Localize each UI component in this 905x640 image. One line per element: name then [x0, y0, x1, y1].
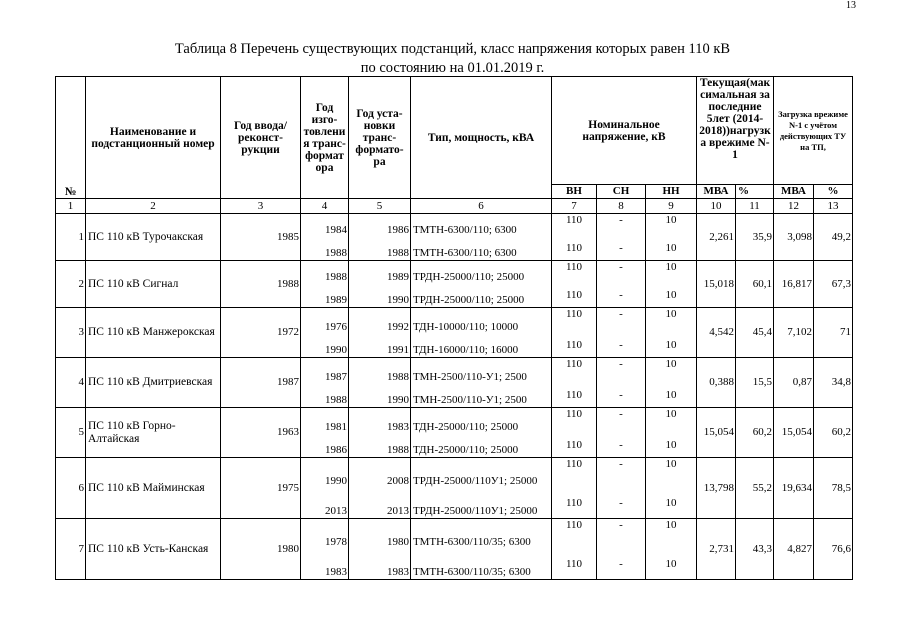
current-load-percent: 60,2	[736, 408, 774, 458]
voltage-nn: 10	[646, 458, 697, 489]
load-n1-percent: 60,2	[814, 408, 853, 458]
year-manufacture: 2013	[301, 488, 349, 519]
voltage-sn: -	[597, 434, 646, 458]
transformer-type: ТДН-25000/110; 25000	[411, 434, 552, 458]
voltage-vn: 110	[552, 214, 597, 238]
year-manufacture: 1987	[301, 358, 349, 385]
transformer-type: ТМТН-6300/110/35; 6300	[411, 549, 552, 580]
voltage-vn: 110	[552, 358, 597, 385]
transformer-type: ТМТН-6300/110; 6300	[411, 214, 552, 238]
year-install: 1988	[349, 237, 411, 261]
voltage-sn: -	[597, 384, 646, 408]
substations-table	[55, 76, 853, 580]
column-number: 2	[86, 199, 221, 214]
header-percent-n1: %	[814, 185, 853, 199]
voltage-sn: -	[597, 261, 646, 285]
column-number: 1	[56, 199, 86, 214]
year-commission: 1963	[221, 408, 301, 458]
table-row	[56, 214, 853, 238]
load-n1-percent: 49,2	[814, 214, 853, 261]
table-row	[56, 519, 853, 550]
voltage-vn: 110	[552, 237, 597, 261]
load-n1-mva: 3,098	[774, 214, 814, 261]
current-load-percent: 45,4	[736, 308, 774, 358]
column-number: 4	[301, 199, 349, 214]
year-manufacture: 1988	[301, 384, 349, 408]
year-manufacture: 1981	[301, 408, 349, 435]
year-manufacture: 1976	[301, 308, 349, 335]
load-n1-percent: 71	[814, 308, 853, 358]
voltage-sn: -	[597, 334, 646, 358]
row-number: 7	[56, 519, 86, 580]
load-n1-mva: 0,87	[774, 358, 814, 408]
substation-name: ПС 110 кВ Манжерокская	[86, 308, 221, 358]
voltage-vn: 110	[552, 408, 597, 435]
header-current-load: Текущая(мак симальная за последние 5лет (2014-2018))нагрузк а врежиме N-1	[697, 77, 774, 185]
year-manufacture: 1988	[301, 261, 349, 285]
transformer-type: ТРДН-25000/110; 25000	[411, 284, 552, 308]
year-manufacture: 1986	[301, 434, 349, 458]
year-install: 1990	[349, 384, 411, 408]
transformer-type: ТМТН-6300/110/35; 6300	[411, 519, 552, 550]
current-load-mva: 4,542	[697, 308, 736, 358]
voltage-vn: 110	[552, 261, 597, 285]
voltage-sn: -	[597, 549, 646, 580]
transformer-type: ТДН-16000/110; 16000	[411, 334, 552, 358]
row-number: 5	[56, 408, 86, 458]
column-number: 6	[411, 199, 552, 214]
transformer-type: ТРДН-25000/110; 25000	[411, 261, 552, 285]
year-install: 1990	[349, 284, 411, 308]
table-row	[56, 358, 853, 385]
header-mva-n1: МВА	[774, 185, 814, 199]
year-install: 1988	[349, 434, 411, 458]
row-number: 2	[56, 261, 86, 308]
voltage-nn: 10	[646, 519, 697, 550]
row-number: 3	[56, 308, 86, 358]
current-load-mva: 15,018	[697, 261, 736, 308]
load-n1-mva: 7,102	[774, 308, 814, 358]
substation-name: ПС 110 кВ Дмитриевская	[86, 358, 221, 408]
column-number: 9	[646, 199, 697, 214]
year-commission: 1987	[221, 358, 301, 408]
column-number: 11	[736, 199, 774, 214]
header-mva: МВА	[697, 185, 736, 199]
voltage-vn: 110	[552, 308, 597, 335]
voltage-nn: 10	[646, 214, 697, 238]
column-number: 7	[552, 199, 597, 214]
load-n1-mva: 16,817	[774, 261, 814, 308]
load-n1-percent: 76,6	[814, 519, 853, 580]
load-n1-percent: 78,5	[814, 458, 853, 519]
substation-name: ПС 110 кВ Майминская	[86, 458, 221, 519]
year-install: 1989	[349, 261, 411, 285]
year-manufacture: 1988	[301, 237, 349, 261]
load-n1-percent: 34,8	[814, 358, 853, 408]
voltage-vn: 110	[552, 549, 597, 580]
transformer-type: ТДН-10000/110; 10000	[411, 308, 552, 335]
column-number: 12	[774, 199, 814, 214]
row-number: 6	[56, 458, 86, 519]
load-n1-mva: 15,054	[774, 408, 814, 458]
year-commission: 1980	[221, 519, 301, 580]
voltage-sn: -	[597, 519, 646, 550]
current-load-mva: 15,054	[697, 408, 736, 458]
voltage-sn: -	[597, 488, 646, 519]
table-row	[56, 308, 853, 335]
year-install: 1983	[349, 549, 411, 580]
current-load-percent: 43,3	[736, 519, 774, 580]
year-manufacture: 1990	[301, 458, 349, 489]
voltage-nn: 10	[646, 384, 697, 408]
year-install: 1991	[349, 334, 411, 358]
voltage-sn: -	[597, 284, 646, 308]
load-n1-mva: 19,634	[774, 458, 814, 519]
table-row	[56, 408, 853, 435]
current-load-percent: 55,2	[736, 458, 774, 519]
year-install: 2013	[349, 488, 411, 519]
transformer-type: ТРДН-25000/110У1; 25000	[411, 488, 552, 519]
voltage-vn: 110	[552, 384, 597, 408]
load-n1-mva: 4,827	[774, 519, 814, 580]
transformer-type: ТМН-2500/110-У1; 2500	[411, 358, 552, 385]
column-number: 13	[814, 199, 853, 214]
year-commission: 1985	[221, 214, 301, 261]
current-load-mva: 13,798	[697, 458, 736, 519]
header-year-install: Год уста-новки транс-формато-ра	[349, 77, 411, 199]
load-n1-percent: 67,3	[814, 261, 853, 308]
current-load-percent: 35,9	[736, 214, 774, 261]
voltage-vn: 110	[552, 519, 597, 550]
page-number: 13	[846, 0, 856, 11]
row-number: 4	[56, 358, 86, 408]
header-percent: %	[736, 185, 774, 199]
current-load-mva: 2,261	[697, 214, 736, 261]
voltage-sn: -	[597, 458, 646, 489]
header-type-power: Тип, мощность, кВА	[411, 77, 552, 199]
voltage-sn: -	[597, 308, 646, 335]
year-manufacture: 1984	[301, 214, 349, 238]
header-sn: СН	[597, 185, 646, 199]
current-load-percent: 15,5	[736, 358, 774, 408]
voltage-nn: 10	[646, 549, 697, 580]
table-title: Таблица 8 Перечень существующих подстанций, класс напряжения которых равен 110 кВ	[174, 41, 731, 57]
column-number: 5	[349, 199, 411, 214]
substation-name: ПС 110 кВ Сигнал	[86, 261, 221, 308]
current-load-mva: 0,388	[697, 358, 736, 408]
voltage-vn: 110	[552, 284, 597, 308]
year-install: 1992	[349, 308, 411, 335]
voltage-nn: 10	[646, 308, 697, 335]
voltage-sn: -	[597, 214, 646, 238]
year-commission: 1972	[221, 308, 301, 358]
table-subtitle: по состоянию на 01.01.2019 г.	[360, 60, 545, 76]
column-number: 3	[221, 199, 301, 214]
voltage-sn: -	[597, 408, 646, 435]
table-row	[56, 261, 853, 285]
column-number: 8	[597, 199, 646, 214]
year-manufacture: 1990	[301, 334, 349, 358]
header-vn: ВН	[552, 185, 597, 199]
year-install: 1980	[349, 519, 411, 550]
voltage-nn: 10	[646, 358, 697, 385]
voltage-nn: 10	[646, 488, 697, 519]
table-row	[56, 458, 853, 489]
voltage-vn: 110	[552, 458, 597, 489]
transformer-type: ТРДН-25000/110У1; 25000	[411, 458, 552, 489]
header-year-commission: Год ввода/ реконст-рукции	[221, 77, 301, 199]
year-install: 1986	[349, 214, 411, 238]
year-install: 2008	[349, 458, 411, 489]
voltage-sn: -	[597, 237, 646, 261]
voltage-nn: 10	[646, 284, 697, 308]
header-nn: НН	[646, 185, 697, 199]
row-number: 1	[56, 214, 86, 261]
voltage-nn: 10	[646, 408, 697, 435]
year-commission: 1988	[221, 261, 301, 308]
year-manufacture: 1989	[301, 284, 349, 308]
header-year-manufacture: Год изго-товлени я транс-формат ора	[301, 77, 349, 199]
column-number: 10	[697, 199, 736, 214]
voltage-vn: 110	[552, 334, 597, 358]
header-load-n1: Загрузка врежиме N-1 с учётом действующих ТУ на ТП,	[774, 77, 853, 185]
year-install: 1988	[349, 358, 411, 385]
transformer-type: ТМН-2500/110-У1; 2500	[411, 384, 552, 408]
header-num: №	[56, 77, 86, 199]
substation-name: ПС 110 кВ Турочакская	[86, 214, 221, 261]
voltage-nn: 10	[646, 434, 697, 458]
voltage-vn: 110	[552, 434, 597, 458]
year-commission: 1975	[221, 458, 301, 519]
header-name: Наименование и подстанционный номер	[86, 77, 221, 199]
voltage-nn: 10	[646, 261, 697, 285]
current-load-mva: 2,731	[697, 519, 736, 580]
current-load-percent: 60,1	[736, 261, 774, 308]
substation-name: ПС 110 кВ Горно-Алтайская	[86, 408, 221, 458]
voltage-vn: 110	[552, 488, 597, 519]
transformer-type: ТДН-25000/110; 25000	[411, 408, 552, 435]
header-nominal-voltage: Номинальное напряжение, кВ	[552, 77, 697, 185]
voltage-nn: 10	[646, 237, 697, 261]
transformer-type: ТМТН-6300/110; 6300	[411, 237, 552, 261]
year-install: 1983	[349, 408, 411, 435]
year-manufacture: 1983	[301, 549, 349, 580]
voltage-nn: 10	[646, 334, 697, 358]
substation-name: ПС 110 кВ Усть-Канская	[86, 519, 221, 580]
year-manufacture: 1978	[301, 519, 349, 550]
voltage-sn: -	[597, 358, 646, 385]
